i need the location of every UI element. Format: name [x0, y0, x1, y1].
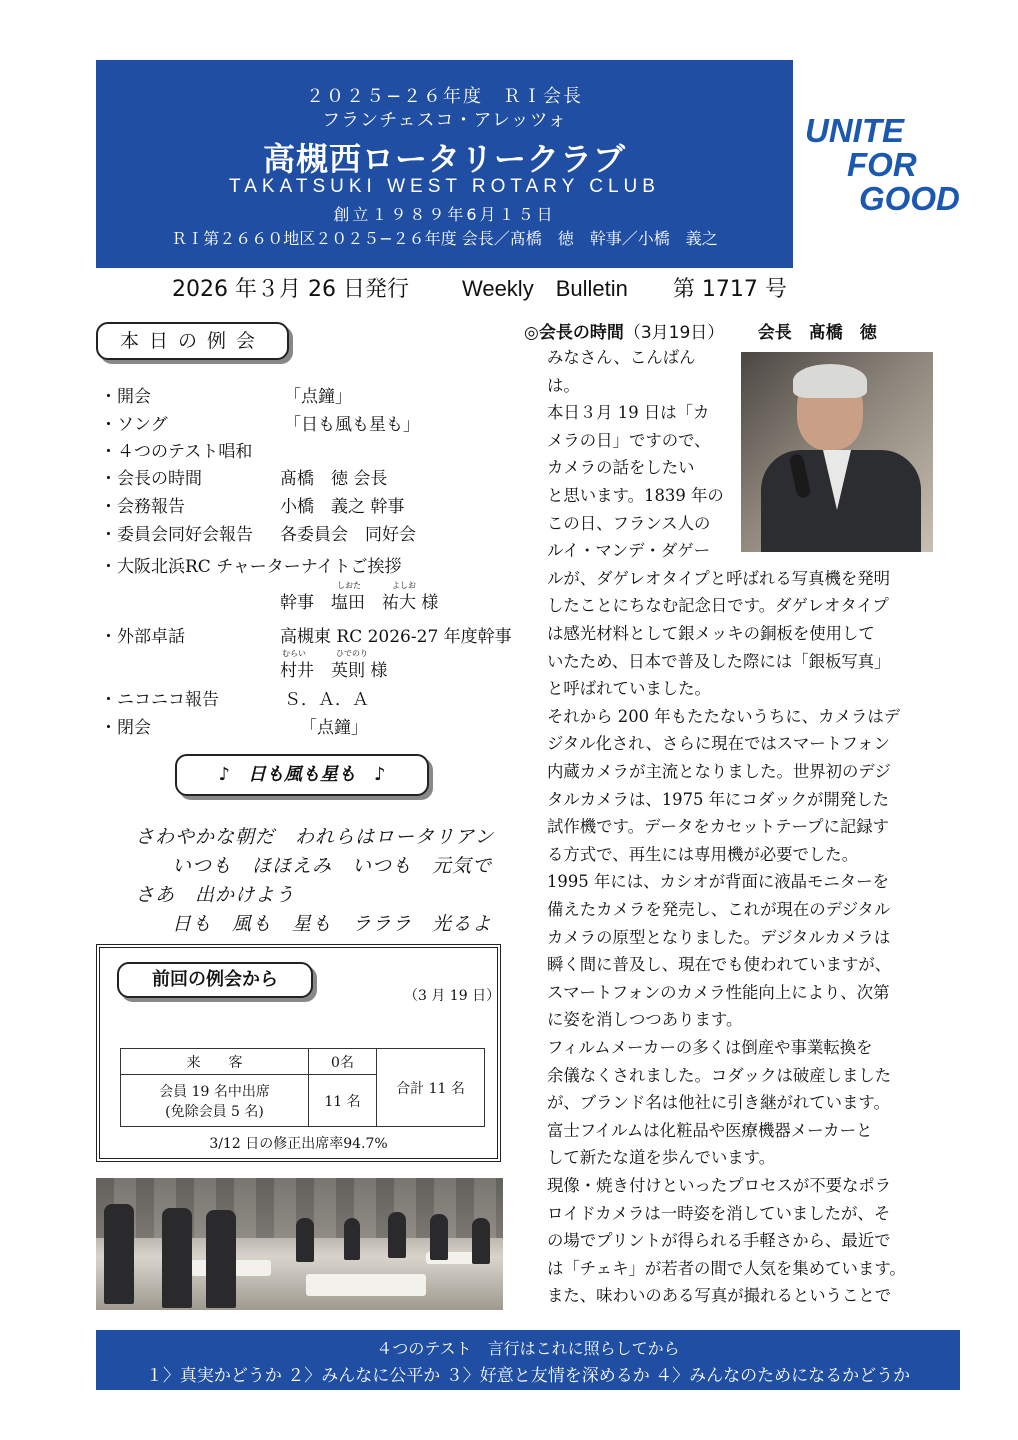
president-column-heading: ◎会長の時間（3月19日） 会長 髙橋 徳 — [524, 323, 877, 343]
column-line: カメラの原型となりました。デジタルカメラは — [547, 927, 891, 947]
previous-meeting-date: （3 月 19 日） — [404, 988, 501, 1004]
four-way-test-footer — [96, 1330, 960, 1390]
members-label: 会員 19 名中出席 (免除会員 5 名) — [121, 1075, 309, 1127]
column-line: したことにちなむ記念日です。ダゲレオタイプ — [547, 596, 889, 616]
ruby-hidenori: ひでのり — [336, 649, 368, 658]
ruby-shiota: しおた — [337, 581, 361, 590]
column-line: みなさん、こんばん — [547, 348, 696, 367]
slogan-line-1: UNITE — [805, 112, 904, 149]
guest-count: 0名 — [309, 1049, 377, 1075]
club-name-en: TAKATSUKI WEST ROTARY CLUB — [229, 176, 660, 197]
column-line: して新たな道を歩んでいます。 — [547, 1148, 776, 1168]
column-line: は「チェキ」が若者の間で人気を集めています。 — [547, 1258, 906, 1278]
district-officers: ＲＩ第２６６０地区２０２５−２６年度 会長／髙橋 徳 幹事／小橋 義之 — [171, 229, 718, 248]
club-name: 高槻西ロータリークラブ — [262, 140, 626, 178]
column-line: と呼ばれていました。 — [547, 679, 711, 699]
column-line: ロイドカメラは一時姿を消していましたが、そ — [547, 1203, 891, 1223]
column-line: 備えたカメラを発売し、これが現在のデジタル — [547, 900, 891, 919]
lyric-line: さあ 出かけよう — [135, 884, 296, 906]
column-line: 内蔵カメラが主流となりました。世界初のデジ — [547, 762, 891, 781]
four-way-test-items: １〉真実かどうか ２〉みんなに公平か ３〉好意と友情を深めるか ４〉みんなのためになるかどうか — [145, 1366, 911, 1386]
issue-line — [172, 272, 787, 303]
column-line: それから 200 年もたたないうちに、カメラはデ — [547, 706, 901, 726]
column-line: また、味わいのある写真が撮れるということで — [547, 1286, 892, 1306]
president-photo — [741, 352, 933, 552]
column-line: この日、フランス人の — [547, 513, 711, 533]
lyric-line: いつも ほほえみ いつも 元気で — [172, 855, 493, 877]
ri-president: フランチェスコ・アレッツォ — [322, 110, 567, 131]
meeting-room-photo — [96, 1178, 503, 1310]
column-line: 富士フイルムは化粧品や医療機器メーカーと — [547, 1120, 873, 1140]
column-line: カメラの話をしたい — [547, 458, 695, 478]
previous-meeting-heading: 前回の例会から — [117, 962, 313, 998]
issue-number: 第 1717 号 — [672, 277, 787, 302]
column-line: ルイ・マンデ・ダゲー — [547, 541, 711, 561]
issue-date: 2026 年３月 26 日発行 — [172, 277, 409, 302]
column-line: る方式で、再生には専用機が必要でした。 — [547, 844, 859, 864]
column-line: 本日３月 19 日は「カ — [547, 403, 710, 423]
column-line: タルカメラは、1975 年にコダックが開発した — [547, 789, 889, 809]
guest-label: 来 客 — [121, 1049, 309, 1075]
column-line: が、ブランド名は他社に引き継がれています。 — [547, 1093, 890, 1113]
ri-year: ２０２５−２６年度 ＲＩ会長 — [305, 86, 584, 107]
masthead — [96, 60, 793, 268]
column-line: 現像・焼き付けといったプロセスが不要なポラ — [547, 1176, 892, 1195]
column-line: メラの日」ですので、 — [547, 430, 711, 450]
column-line: フィルムメーカーの多くは倒産や事業転換を — [547, 1038, 873, 1057]
column-line: と思います。1839 年の — [547, 486, 724, 505]
lyric-line: さわやかな朝だ われらはロータリアン — [135, 826, 495, 848]
column-line: 試作機です。データをカセットテープに記録す — [547, 817, 890, 837]
bulletin-title: Weekly Bulletin — [461, 276, 628, 301]
column-line: スマートフォンのカメラ性能向上により、次第 — [547, 982, 890, 1002]
column-line: いたため、日本で普及した際には「銀板写真」 — [547, 651, 891, 671]
column-line: に姿を消しつつあります。 — [547, 1010, 743, 1030]
attendance-total: 合計 11 名 — [377, 1049, 485, 1127]
attendance-table — [120, 1048, 485, 1127]
column-line: ルが、ダゲレオタイプと呼ばれる写真機を発明 — [547, 568, 891, 588]
four-way-test-title: ４つのテスト 言行はこれに照らしてから — [376, 1339, 680, 1358]
column-line: 余儀なくされました。コダックは破産しました — [547, 1065, 892, 1085]
column-line: 1995 年には、カシオが背面に液晶モニターを — [547, 872, 889, 892]
song-title: ♪ 日も風も星も ♪ — [175, 754, 429, 796]
column-line: の場でプリントが得られる手軽さから、最近で — [547, 1231, 891, 1251]
column-line: 瞬く間に普及し、現在でも使われていますが、 — [547, 955, 892, 975]
column-line: ジタル化され、さらに現在ではスマートフォン — [547, 734, 890, 754]
column-line: は。 — [547, 375, 580, 395]
ruby-murai: むらい — [282, 649, 306, 658]
members-count: 11 名 — [309, 1075, 377, 1127]
unite-for-good-logo — [805, 114, 975, 216]
slogan-line-2: FOR — [847, 146, 917, 183]
today-meeting-heading: 本日の例会 — [96, 322, 289, 360]
founded-date: 創立１９８９年6月１５日 — [333, 205, 556, 224]
attendance-rate: 3/12 日の修正出席率94.7% — [209, 1136, 388, 1152]
slogan-line-3: GOOD — [859, 180, 960, 217]
lyric-line: 日も 風も 星も ラララ 光るよ — [172, 913, 493, 935]
ruby-yoshio: よしお — [392, 581, 416, 590]
column-line: は感光材料として銀メッキの銅板を使用して — [547, 624, 875, 643]
